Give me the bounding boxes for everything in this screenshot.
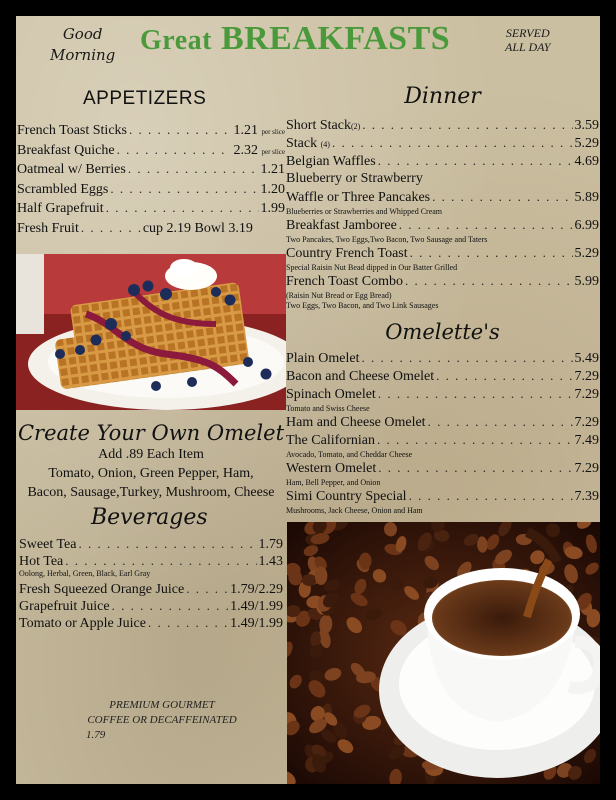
item-price: 1.49/1.99 [230, 599, 283, 614]
item-count: (4) [320, 140, 330, 149]
item-name: Grapefruit Juice [19, 599, 110, 614]
item-description: (Raisin Nut Bread or Egg Bread) [286, 291, 392, 300]
leader-dots [377, 432, 572, 448]
item-description: Mushrooms, Jack Cheese, Onion and Ham [286, 506, 423, 515]
item-price: 1.99 [260, 201, 285, 216]
leader-dots [405, 273, 573, 289]
leader-dots [65, 553, 256, 569]
item-price: 1.79 [258, 537, 283, 552]
item-price-note: per slice [261, 128, 285, 136]
leader-dots [378, 153, 573, 169]
beverages-title: Beverages [91, 505, 208, 530]
item-description: Avocado, Tomato, and Cheddar Cheese [286, 450, 413, 459]
menu-item [19, 581, 283, 598]
menu-item [19, 615, 283, 632]
item-price: 1.20 [260, 181, 285, 197]
item-price: 1.43 [258, 554, 283, 569]
item-price: 5.29 [574, 136, 599, 151]
leader-dots [117, 142, 232, 158]
item-price: 1.79/2.29 [230, 582, 283, 597]
menu-item [286, 386, 599, 404]
item-name: Breakfast Quiche [17, 142, 115, 158]
leader-dots [436, 368, 572, 384]
item-price: 6.99 [574, 218, 599, 233]
menu-item [286, 171, 599, 189]
item-description: Two Pancakes, Two Eggs,Two Bacon, Two Sausage and Taters [286, 235, 488, 244]
leader-dots [81, 220, 141, 236]
item-name: Western Omelet [286, 461, 377, 476]
served-line1: SERVED [505, 26, 550, 40]
item-name: Tomato or Apple Juice [19, 616, 146, 631]
item-name: Waffle or Three Pancakes [286, 190, 431, 205]
leader-dots [110, 181, 258, 197]
item-name: Simi Country Special [286, 489, 407, 504]
greeting-line1: Good [62, 25, 103, 43]
dinner-title: Dinner [404, 84, 481, 109]
served-line2: ALL DAY [505, 40, 551, 54]
menu-item [17, 220, 285, 240]
coffee-bean [315, 567, 328, 586]
waffle-illustration [16, 254, 286, 410]
premium-line1: PREMIUM GOURMET [109, 699, 215, 711]
menu-item [286, 488, 599, 506]
item-price: 7.29 [574, 461, 599, 476]
menu-item [286, 189, 599, 207]
menu-title-word2: BREAKFASTS [220, 20, 451, 57]
item-price: 7.49 [574, 433, 599, 448]
leader-dots [378, 460, 572, 476]
item-name: French Toast Sticks [17, 123, 127, 138]
menu-item [286, 153, 599, 171]
item-price [233, 143, 285, 159]
menu-item [286, 273, 599, 291]
item-price: 7.29 [574, 387, 599, 402]
item-description: Oolong, Herbal, Green, Black, Earl Gray [19, 569, 151, 578]
create-omelet-title: Create Your Own Omelet [17, 421, 285, 445]
item-name: Scrambled Eggs [17, 181, 109, 197]
item-description-2: Two Eggs, Two Bacon, and Two Link Sausages [286, 301, 439, 310]
menu-item [17, 122, 285, 142]
item-price: 4.69 [574, 154, 599, 169]
item-name: Ham and Cheese Omelet [286, 415, 426, 430]
leader-dots [332, 135, 573, 151]
menu-item [19, 553, 283, 570]
menu-item [286, 368, 599, 386]
waffle-photo [16, 254, 286, 410]
create-omelet-ingredients-2: Bacon, Sausage,Turkey, Mushroom, Cheese [27, 485, 275, 500]
menu-item [19, 536, 283, 553]
menu-item [17, 161, 285, 181]
menu-item [19, 598, 283, 615]
menu-item [286, 135, 599, 153]
leader-dots [186, 581, 228, 597]
item-name-text: Stack [286, 136, 318, 151]
coffee-illustration [287, 522, 600, 784]
leader-dots [112, 598, 229, 614]
create-omelet-section [16, 421, 286, 502]
item-price: 5.29 [574, 246, 599, 261]
leader-dots [410, 245, 573, 261]
menu-item [286, 117, 599, 135]
item-name: Spinach Omelet [286, 387, 376, 402]
item-price: 7.29 [574, 415, 599, 430]
menu-item [286, 414, 599, 432]
menu-item [17, 181, 285, 201]
appetizers-title: APPETIZERS [83, 88, 207, 109]
item-description: Special Raisin Nut Bead dipped in Our Batter Grilled [286, 263, 458, 272]
item-name: Breakfast Jamboree [286, 218, 397, 233]
item-name [286, 118, 360, 134]
leader-dots [428, 414, 573, 430]
leader-dots [399, 217, 573, 233]
menu-item [286, 245, 599, 263]
served-note [505, 26, 550, 54]
item-name [286, 136, 330, 152]
item-price: 1.21 [260, 162, 285, 177]
item-price: 7.39 [574, 489, 599, 504]
premium-line2: COFFEE OR DECAFFEINATED [87, 714, 237, 726]
premium-price: 1.79 [86, 729, 106, 741]
menu-item [286, 460, 599, 478]
item-name: Fresh Fruit [17, 220, 79, 236]
menu-item [17, 200, 285, 220]
item-name: Half Grapefruit [17, 201, 104, 216]
leader-dots [129, 122, 232, 138]
menu-title [140, 20, 450, 58]
item-price-note: per slice [261, 147, 285, 156]
item-price: 5.49 [574, 351, 599, 366]
item-name: Plain Omelet [286, 351, 360, 366]
item-name: Sweet Tea [19, 537, 77, 552]
dinner-section [286, 84, 599, 311]
item-name: Oatmeal w/ Berries [17, 162, 126, 177]
item-count: (2) [350, 122, 361, 131]
premium-coffee-note [60, 698, 264, 743]
item-name: Country French Toast [286, 246, 408, 261]
item-price: 1.49/1.99 [230, 616, 283, 631]
leader-dots [362, 350, 573, 366]
create-omelet-ingredients-1: Tomato, Onion, Green Pepper, Ham, [48, 466, 254, 481]
item-price-value: 1.21 [233, 123, 258, 138]
item-name: The Californian [286, 433, 376, 448]
item-price: 3.59 [574, 118, 599, 133]
item-name: Blueberry or Strawberry [286, 171, 423, 186]
leader-dots [378, 386, 573, 402]
item-price: 7.29 [574, 369, 599, 384]
menu-item [286, 350, 599, 368]
item-name: Hot Tea [19, 554, 64, 569]
menu-title-word1: Great [140, 25, 212, 56]
greeting-line2: Morning [50, 46, 116, 64]
omelettes-title: Omelette's [385, 320, 500, 344]
leader-dots [432, 189, 572, 205]
item-name: Bacon and Cheese Omelet [286, 369, 435, 384]
item-price: 5.89 [574, 190, 599, 205]
item-description: Tomato and Swiss Cheese [286, 404, 370, 413]
item-name: French Toast Combo [286, 274, 403, 289]
item-price: 5.99 [574, 274, 599, 289]
coffee-photo [287, 522, 600, 784]
leader-dots [106, 200, 259, 216]
create-omelet-subtitle: Add .89 Each Item [98, 447, 204, 462]
item-price [233, 123, 285, 139]
item-name: Fresh Squeezed Orange Juice [19, 582, 185, 597]
item-name-text: Short Stack [286, 118, 351, 133]
leader-dots [148, 615, 228, 631]
leader-dots [128, 161, 259, 177]
item-name: Belgian Waffles [286, 154, 376, 169]
menu-item [17, 142, 285, 162]
item-price: cup 2.19 Bowl 3.19 [142, 220, 253, 236]
leader-dots [78, 536, 256, 552]
greeting [50, 24, 115, 66]
menu-item [286, 217, 599, 235]
leader-dots [362, 117, 572, 133]
appetizers-section [17, 88, 285, 239]
omelettes-section [286, 320, 599, 516]
leader-dots [409, 488, 573, 504]
menu-item [286, 432, 599, 450]
beverages-section [19, 505, 283, 632]
item-price-value: 2.32 [233, 142, 258, 158]
item-description: Blueberries or Strawberries and Whipped Cream [286, 207, 443, 216]
item-description: Ham, Bell Pepper, and Onion [286, 478, 381, 487]
